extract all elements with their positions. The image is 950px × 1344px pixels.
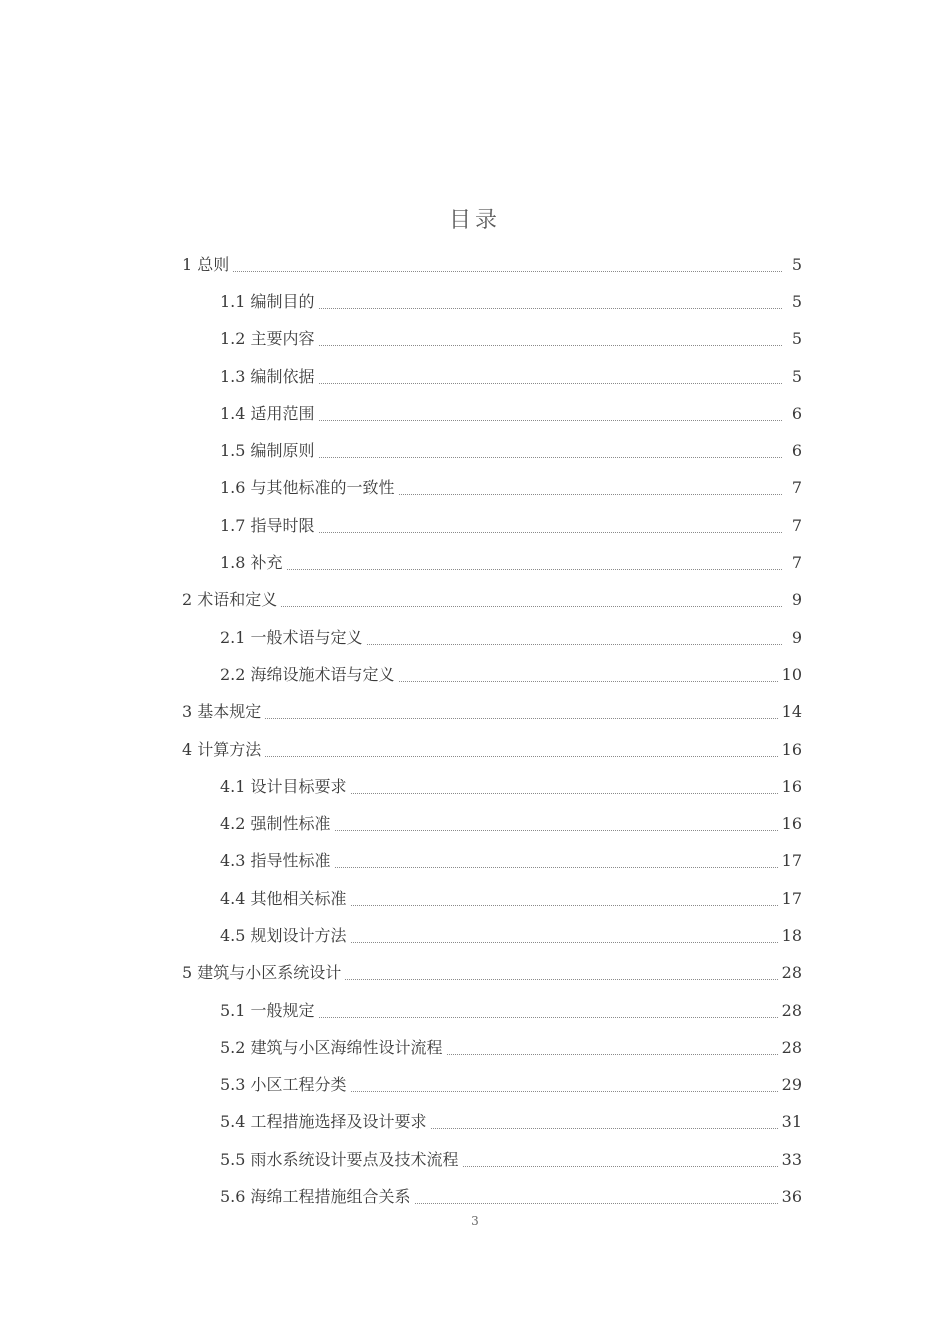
toc-entry[interactable] <box>182 656 802 693</box>
toc-entry[interactable] <box>182 619 802 656</box>
toc-entry-label: 1.3 编制依据 <box>220 366 315 386</box>
toc-entry-label: 2 术语和定义 <box>182 590 278 610</box>
toc-entry[interactable] <box>182 1029 802 1066</box>
toc-entry[interactable] <box>182 843 802 880</box>
toc-entry-page-number: 6 <box>791 441 802 461</box>
toc-dot-leader <box>335 829 778 831</box>
toc-entry-label: 1 总则 <box>182 254 230 274</box>
toc-entry-page-number: 28 <box>781 1037 802 1057</box>
toc-dot-leader <box>319 531 782 533</box>
toc-entry-page-number: 5 <box>791 366 802 386</box>
toc-entry-page-number: 17 <box>781 888 802 908</box>
toc-entry-page-number: 33 <box>781 1149 802 1169</box>
toc-dot-leader <box>351 904 778 906</box>
toc-entry[interactable] <box>182 1104 802 1141</box>
toc-entry[interactable] <box>182 395 802 432</box>
toc-dot-leader <box>351 941 778 943</box>
toc-entry-label: 1.7 指导时限 <box>220 515 315 535</box>
toc-dot-leader <box>431 1127 778 1129</box>
toc-entry-label: 4 计算方法 <box>182 739 262 759</box>
page-number: 3 <box>471 1214 479 1228</box>
toc-dot-leader <box>463 1165 778 1167</box>
toc-entry-page-number: 5 <box>791 329 802 349</box>
toc-entry[interactable] <box>182 917 802 954</box>
toc-dot-leader <box>319 1016 778 1018</box>
toc-entry[interactable] <box>182 582 802 619</box>
toc-entry-page-number: 16 <box>781 814 802 834</box>
toc-entry-label: 4.2 强制性标准 <box>220 814 331 834</box>
toc-entry[interactable] <box>182 955 802 992</box>
toc-dot-leader <box>265 755 777 757</box>
toc-entry-page-number: 16 <box>781 776 802 796</box>
toc-dot-leader <box>233 270 782 272</box>
toc-entry-page-number: 5 <box>791 291 802 311</box>
toc-entry[interactable] <box>182 1178 802 1215</box>
toc-entry-label: 3 基本规定 <box>182 702 262 722</box>
toc-entry[interactable] <box>182 1141 802 1178</box>
toc-dot-leader <box>319 307 782 309</box>
toc-entry-label: 1.8 补充 <box>220 553 283 573</box>
toc-entry-label: 5.6 海绵工程措施组合关系 <box>220 1187 411 1207</box>
toc-entry-label: 1.4 适用范围 <box>220 403 315 423</box>
toc-entry-page-number: 7 <box>791 553 802 573</box>
toc-entry-page-number: 10 <box>781 664 802 684</box>
toc-entry-label: 4.3 指导性标准 <box>220 851 331 871</box>
toc-entry[interactable] <box>182 805 802 842</box>
toc-entry-page-number: 28 <box>781 1000 802 1020</box>
toc-dot-leader <box>335 866 778 868</box>
toc-entry-label: 5.1 一般规定 <box>220 1000 315 1020</box>
toc-dot-leader <box>319 382 782 384</box>
toc-entry[interactable] <box>182 246 802 283</box>
toc-entry[interactable] <box>182 1067 802 1104</box>
toc-entry[interactable] <box>182 358 802 395</box>
toc-entry-page-number: 9 <box>791 590 802 610</box>
toc-entry-label: 5.4 工程措施选择及设计要求 <box>220 1112 427 1132</box>
toc-entry-label: 4.1 设计目标要求 <box>220 776 347 796</box>
toc-dot-leader <box>281 605 782 607</box>
toc-entry-page-number: 17 <box>781 851 802 871</box>
toc-dot-leader <box>319 344 782 346</box>
toc-entry[interactable] <box>182 768 802 805</box>
toc-dot-leader <box>399 680 778 682</box>
table-of-contents <box>182 246 802 1216</box>
toc-entry-page-number: 5 <box>791 254 802 274</box>
toc-entry[interactable] <box>182 321 802 358</box>
toc-entry[interactable] <box>182 880 802 917</box>
toc-entry-label: 2.2 海绵设施术语与定义 <box>220 664 395 684</box>
toc-entry-label: 5.2 建筑与小区海绵性设计流程 <box>220 1037 443 1057</box>
toc-entry-label: 5.3 小区工程分类 <box>220 1075 347 1095</box>
toc-entry[interactable] <box>182 731 802 768</box>
toc-dot-leader <box>351 1090 778 1092</box>
toc-entry-label: 5 建筑与小区系统设计 <box>182 963 342 983</box>
toc-entry-page-number: 36 <box>781 1187 802 1207</box>
toc-entry-page-number: 6 <box>791 403 802 423</box>
toc-dot-leader <box>447 1053 778 1055</box>
toc-dot-leader <box>351 792 778 794</box>
page-title: 目录 <box>448 208 501 233</box>
toc-entry-page-number: 29 <box>781 1075 802 1095</box>
toc-entry-page-number: 18 <box>781 925 802 945</box>
toc-entry-page-number: 28 <box>781 963 802 983</box>
toc-entry[interactable] <box>182 694 802 731</box>
toc-entry-page-number: 9 <box>791 627 802 647</box>
toc-entry-page-number: 7 <box>791 515 802 535</box>
toc-entry[interactable] <box>182 544 802 581</box>
toc-entry[interactable] <box>182 992 802 1029</box>
toc-dot-leader <box>367 643 782 645</box>
toc-entry-page-number: 31 <box>781 1112 802 1132</box>
toc-dot-leader <box>399 493 782 495</box>
toc-dot-leader <box>287 568 782 570</box>
toc-entry-page-number: 7 <box>791 478 802 498</box>
toc-entry[interactable] <box>182 283 802 320</box>
toc-entry-label: 1.1 编制目的 <box>220 291 315 311</box>
toc-entry-label: 4.5 规划设计方法 <box>220 925 347 945</box>
toc-entry[interactable] <box>182 507 802 544</box>
toc-entry[interactable] <box>182 432 802 469</box>
toc-dot-leader <box>415 1202 778 1204</box>
toc-entry-page-number: 16 <box>781 739 802 759</box>
toc-entry-label: 4.4 其他相关标准 <box>220 888 347 908</box>
toc-entry-label: 2.1 一般术语与定义 <box>220 627 363 647</box>
toc-entry-page-number: 14 <box>781 702 802 722</box>
toc-dot-leader <box>319 419 782 421</box>
toc-dot-leader <box>345 978 777 980</box>
toc-entry-label: 1.6 与其他标准的一致性 <box>220 478 395 498</box>
toc-entry[interactable] <box>182 470 802 507</box>
toc-entry-label: 1.5 编制原则 <box>220 441 315 461</box>
toc-dot-leader <box>265 717 777 719</box>
toc-dot-leader <box>319 456 782 458</box>
toc-entry-label: 5.5 雨水系统设计要点及技术流程 <box>220 1149 459 1169</box>
toc-entry-label: 1.2 主要内容 <box>220 329 315 349</box>
